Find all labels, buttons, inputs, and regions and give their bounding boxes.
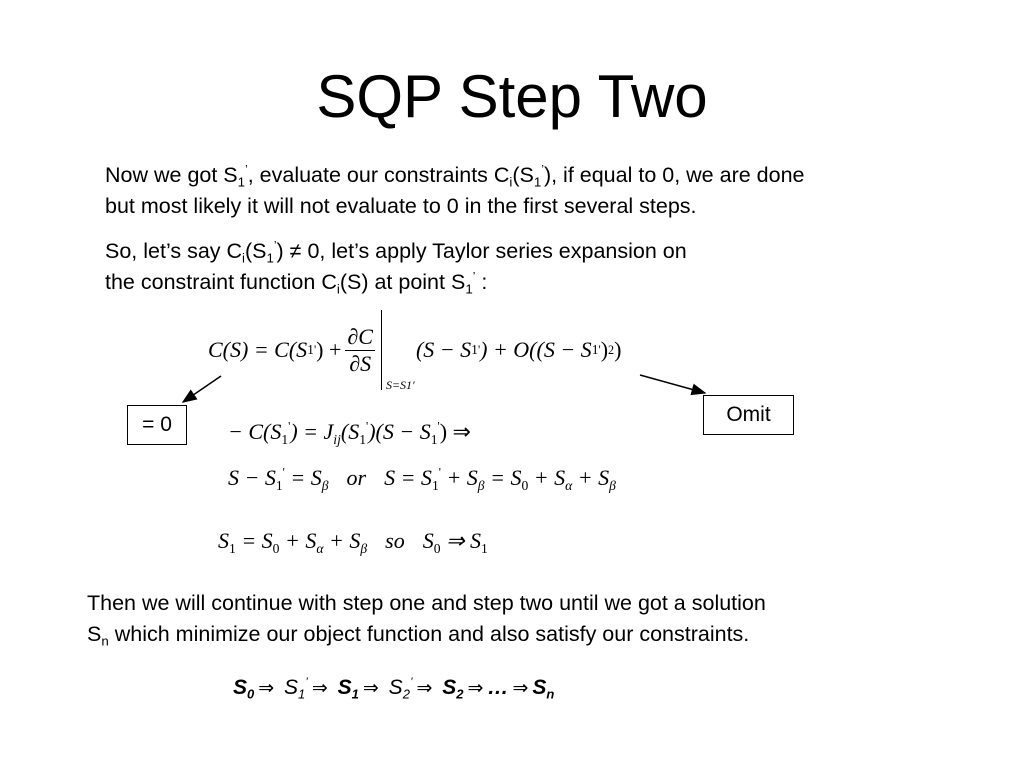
- chain-arrow-icon: ⇒: [258, 677, 275, 699]
- chain-s2: $S_2$: [442, 676, 464, 702]
- evaluation-bar: S=S1': [381, 310, 416, 390]
- arrow-to-zero: [183, 376, 221, 402]
- chain-s1-prime: $S_1^’$: [284, 676, 308, 702]
- para2-line2: the constraint function $C_i(S)$ at point $S_1^’$ :: [105, 269, 488, 297]
- slide-title: SQP Step Two: [316, 63, 708, 130]
- chain-arrow-icon: ⇒: [512, 677, 529, 699]
- zero-callout-box: = 0: [127, 405, 187, 445]
- chain-s2-prime: $S_2^’$: [388, 676, 413, 702]
- iteration-chain: [233, 673, 554, 703]
- chain-arrow-icon: ⇒: [362, 677, 379, 699]
- chain-s0: $S_0$: [233, 676, 255, 702]
- para3-line2: $S_n$ which minimize our object function and also satisfy our constraints.: [87, 622, 750, 649]
- chain-sn: $S_n$: [532, 676, 555, 702]
- chain-arrow-icon: ⇒: [311, 677, 328, 699]
- chain-dots: …: [487, 676, 509, 699]
- omit-callout-box: Omit: [703, 395, 794, 435]
- taylor-equation: C(S) = C(S 1 ' ) + $\frac{\partial C}{\partial S}$ S=S1' (S − S 1 ' ) + O((S − S 1 ' ) 2 ): [208, 308, 621, 392]
- jacobian-equation: − $C(S_1') = J_{ij}(S_1')(S - S_1')$ ⇒: [228, 419, 471, 447]
- chain-s1: $S_1$: [337, 676, 359, 702]
- step-equation: $S - S_1' = S_\beta$ or $S = S_1' + S_\beta = S_0 + S_\alpha + S_\beta$: [228, 465, 616, 493]
- arrow-to-omit: [640, 375, 705, 393]
- para2-line1: So, let’s say $C_i(S_1^’) \ne 0$, let’s apply Taylor series expansion on: [105, 238, 687, 266]
- chain-arrow-icon: ⇒: [416, 677, 433, 699]
- para1-line2: but most likely it will not evaluate to 0 in the first several steps.: [105, 194, 697, 218]
- update-equation: $S_1 = S_0 + S_\alpha + S_\beta$ so $S_0$ ⇒ $S_1$: [218, 528, 488, 556]
- para1-line1: Now we got $S_1^’$, evaluate our constraints $C_i(S_1^’)$, if equal to 0, we are done: [105, 162, 805, 190]
- para3-line1: Then we will continue with step one and step two until we got a solution: [87, 591, 766, 615]
- chain-arrow-icon: ⇒: [467, 677, 484, 699]
- partial-derivative: $\frac{\partial C}{\partial S}$: [347, 323, 373, 376]
